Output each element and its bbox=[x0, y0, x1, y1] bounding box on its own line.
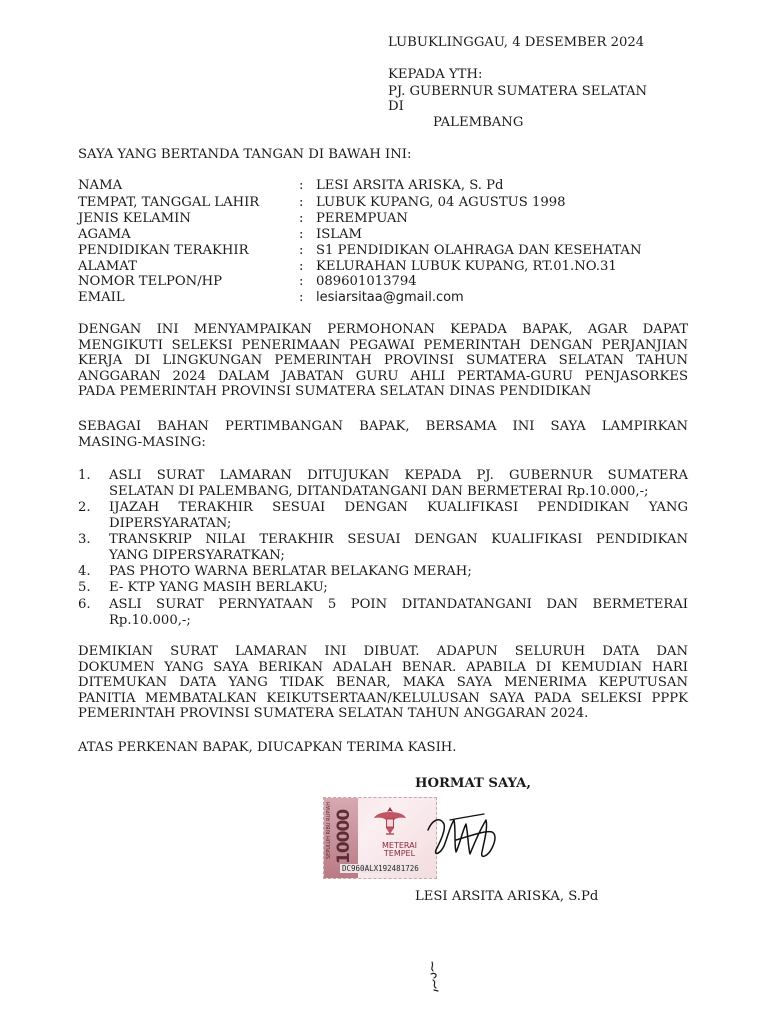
stamp-label-line: TEMPEL bbox=[383, 849, 416, 858]
paragraph-line: PADA PEMERINTAH PROVINSI SUMATERA SELATAN DINAS PENDIDIKAN bbox=[78, 384, 592, 400]
identity-colon: : bbox=[299, 290, 304, 305]
paragraph-line: DOKUMEN YANG SAYA BERIKAN ADALAH BENAR. APABILA DI KEMUDIAN HARI bbox=[78, 659, 688, 675]
recipient-line-3: DI bbox=[388, 99, 404, 114]
identity-label: ALAMAT bbox=[78, 259, 137, 274]
identity-colon: : bbox=[299, 211, 304, 226]
list-text: ASLI SURAT PERNYATAAN 5 POIN DITANDATANGANI DAN BERMETERAI bbox=[109, 597, 688, 612]
identity-colon: : bbox=[299, 243, 304, 258]
recipient-line-1: KEPADA YTH: bbox=[388, 67, 483, 82]
identity-colon: : bbox=[299, 259, 304, 274]
paragraph-line: PEMERINTAH PROVINSI SUMATERA SELATAN TAHUN ANGGARAN 2024. bbox=[78, 706, 589, 722]
identity-value: S1 PENDIDIKAN OLAHRAGA DAN KESEHATAN bbox=[316, 243, 642, 258]
stamp-serial: DC960ALX192481726 bbox=[342, 864, 419, 873]
list-number: 5. bbox=[78, 580, 91, 595]
handwritten-mark bbox=[424, 958, 448, 994]
garuda-emblem-icon bbox=[372, 804, 408, 838]
paragraph-statement bbox=[78, 644, 688, 722]
list-number: 6. bbox=[78, 597, 91, 612]
list-text: ASLI SURAT LAMARAN DITUJUKAN KEPADA PJ. GUBERNUR SUMATERA bbox=[109, 468, 688, 483]
identity-label: AGAMA bbox=[78, 227, 131, 242]
closing-text: ATAS PERKENAN BAPAK, DIUCAPKAN TERIMA KASIH. bbox=[78, 740, 457, 755]
paragraph-line: ANGGARAN 2024 DALAM JABATAN GURU AHLI PERTAMA-GURU PENJASORKES bbox=[78, 368, 688, 384]
identity-value: PEREMPUAN bbox=[316, 211, 408, 226]
list-text: YANG DIPERSYARATKAN; bbox=[109, 547, 285, 563]
paragraph-line: DEMIKIAN SURAT LAMARAN INI DIBUAT. ADAPUN SELURUH DATA DAN bbox=[78, 644, 688, 659]
list-number: 2. bbox=[78, 500, 91, 515]
identity-value: LESI ARSITA ARISKA, S. Pd bbox=[316, 178, 504, 193]
identity-colon: : bbox=[299, 178, 304, 193]
paragraph-line: DITEMUKAN DATA YANG TIDAK BENAR, MAKA SAYA MENERIMA KEPUTUSAN bbox=[78, 675, 688, 691]
identity-label: NOMOR TELPON/HP bbox=[78, 274, 223, 289]
list-text: PAS PHOTO WARNA BERLATAR BELAKANG MERAH; bbox=[109, 564, 472, 579]
paragraph-line: SEBAGAI BAHAN PERTIMBANGAN BAPAK, BERSAMA INI SAYA LAMPIRKAN bbox=[78, 419, 688, 434]
paragraph-line: KERJA DI LINGKUNGAN PEMERINTAH PROVINSI SUMATERA SELATAN TAHUN bbox=[78, 353, 688, 369]
paragraph-line: MASING-MASING: bbox=[78, 434, 206, 450]
recipient-line-4: PALEMBANG bbox=[433, 115, 524, 130]
signer-name: LESI ARSITA ARISKA, S.Pd bbox=[415, 889, 599, 904]
identity-value: 089601013794 bbox=[316, 274, 417, 289]
identity-label: NAMA bbox=[78, 178, 123, 193]
paragraph-request bbox=[78, 322, 688, 400]
stamp-value: 10000 bbox=[334, 809, 354, 864]
salutation: HORMAT SAYA, bbox=[415, 776, 531, 791]
intro-text: SAYA YANG BERTANDA TANGAN DI BAWAH INI: bbox=[78, 147, 412, 162]
list-text: DIPERSYARATAN; bbox=[109, 515, 232, 531]
place-date: LUBUKLINGGAU, 4 DESEMBER 2024 bbox=[388, 35, 645, 50]
identity-value: LUBUK KUPANG, 04 AGUSTUS 1998 bbox=[316, 195, 566, 210]
recipient-line-2: PJ. GUBERNUR SUMATERA SELATAN bbox=[388, 84, 648, 99]
paragraph-attachments-intro bbox=[78, 419, 688, 450]
list-text: IJAZAH TERAKHIR SESUAI DENGAN KUALIFIKASI PENDIDIKAN YANG bbox=[109, 500, 688, 515]
paragraph-line: MENGIKUTI SELEKSI PENERIMAAN PEGAWAI PEMERINTAH DENGAN PERJANJIAN bbox=[78, 337, 688, 353]
stamp-label-line: METERAI bbox=[382, 841, 417, 850]
list-text: E- KTP YANG MASIH BERLAKU; bbox=[109, 580, 328, 595]
identity-colon: : bbox=[299, 227, 304, 242]
identity-value-email: lesiarsitaa@gmail.com bbox=[316, 290, 464, 305]
identity-label: PENDIDIKAN TERAKHIR bbox=[78, 243, 249, 258]
identity-value: KELURAHAN LUBUK KUPANG, RT.01.NO.31 bbox=[316, 259, 617, 274]
list-text: Rp.10.000,-; bbox=[109, 612, 191, 628]
identity-label: JENIS KELAMIN bbox=[78, 211, 191, 226]
identity-colon: : bbox=[299, 274, 304, 289]
paragraph-line: DENGAN INI MENYAMPAIKAN PERMOHONAN KEPADA BAPAK, AGAR DAPAT bbox=[78, 322, 688, 337]
list-number: 3. bbox=[78, 532, 91, 547]
handwritten-signature bbox=[410, 790, 520, 880]
identity-label: TEMPAT, TANGGAL LAHIR bbox=[78, 195, 260, 210]
list-number: 1. bbox=[78, 468, 91, 483]
stamp-side-text: SEPULUH RIBU RUPIAH bbox=[326, 802, 332, 859]
list-text: TRANSKRIP NILAI TERAKHIR SESUAI DENGAN KUALIFIKASI PENDIDIKAN bbox=[109, 532, 688, 547]
identity-colon: : bbox=[299, 195, 304, 210]
list-text: SELATAN DI PALEMBANG, DITANDATANGANI DAN BERMETERAI Rp.10.000,-; bbox=[109, 483, 649, 499]
paragraph-line: PANITIA MEMBATALKAN KEIKUTSERTAAN/KELULUSAN SAYA PADA SELEKSI PPPK bbox=[78, 690, 688, 706]
list-number: 4. bbox=[78, 564, 91, 579]
identity-label: EMAIL bbox=[78, 290, 125, 305]
identity-value: ISLAM bbox=[316, 227, 363, 242]
